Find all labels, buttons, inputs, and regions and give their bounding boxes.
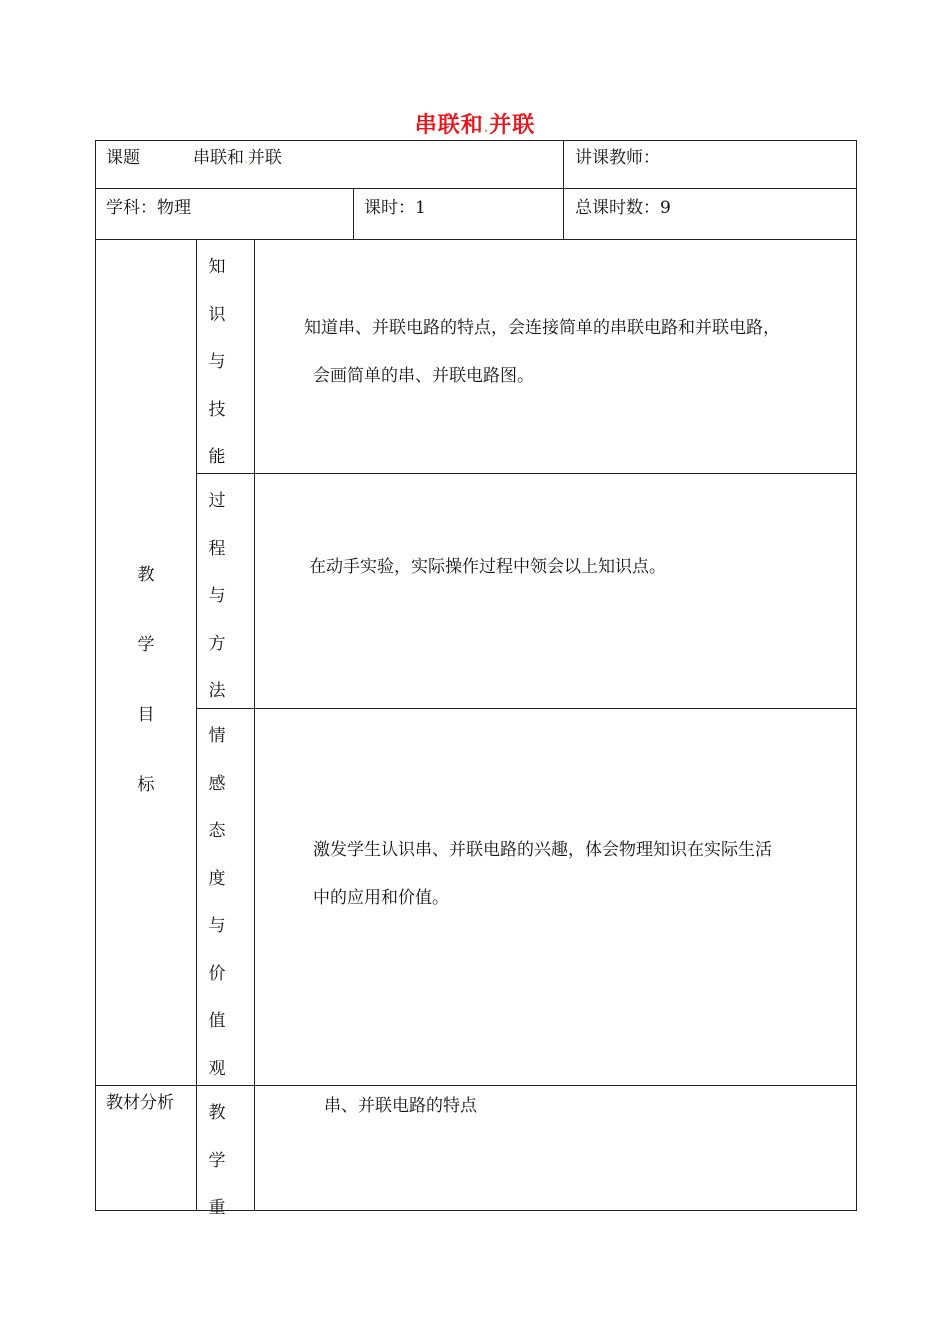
grid-line — [563, 140, 564, 239]
topic-label: 课题 — [106, 148, 140, 168]
emotion-values-label: 情 感 态 度 与 价 值 观 — [208, 726, 226, 1079]
knowledge-text-line1: 知道串、并联电路的特点，会连接简单的串联电路和并联电路， — [304, 318, 780, 338]
total-hours-label: 总课时数：9 — [575, 198, 671, 218]
process-text: 在动手实验，实际操作过程中领会以上知识点。 — [309, 557, 666, 577]
key-points-text: 串、并联电路的特点 — [324, 1096, 477, 1116]
grid-line — [196, 708, 857, 709]
knowledge-skills-label: 知 识 与 技 能 — [208, 257, 226, 467]
grid-line — [196, 239, 197, 1211]
topic-value: 串联和.并联 — [193, 148, 282, 168]
teaching-goals-heading: 教 学 目 标 — [137, 565, 155, 795]
teaching-key-points-label: 教 学 重 — [208, 1103, 226, 1218]
subject-label: 学科：物理 — [106, 198, 191, 218]
grid-line — [196, 473, 857, 474]
small-mark: . — [483, 121, 490, 135]
grid-line — [95, 140, 857, 141]
grid-line — [856, 140, 857, 1211]
process-method-label: 过 程 与 方 法 — [208, 491, 226, 701]
textbook-analysis-label: 教材分析 — [106, 1093, 174, 1113]
knowledge-text-line2: 会画简单的串、并联电路图。 — [313, 366, 534, 386]
emotion-text-line2: 中的应用和价值。 — [313, 888, 449, 908]
hours-label: 课时：1 — [364, 198, 426, 218]
grid-line — [254, 239, 255, 1211]
small-mark: . — [244, 152, 248, 166]
document-title: 串联和.并联 — [414, 113, 536, 138]
grid-line — [95, 140, 96, 1211]
grid-line — [353, 188, 354, 239]
grid-line — [95, 188, 857, 189]
emotion-text-line1: 激发学生认识串、并联电路的兴趣，体会物理知识在实际生活 — [313, 840, 772, 860]
grid-line — [95, 239, 857, 240]
teacher-label: 讲课教师： — [575, 148, 660, 168]
